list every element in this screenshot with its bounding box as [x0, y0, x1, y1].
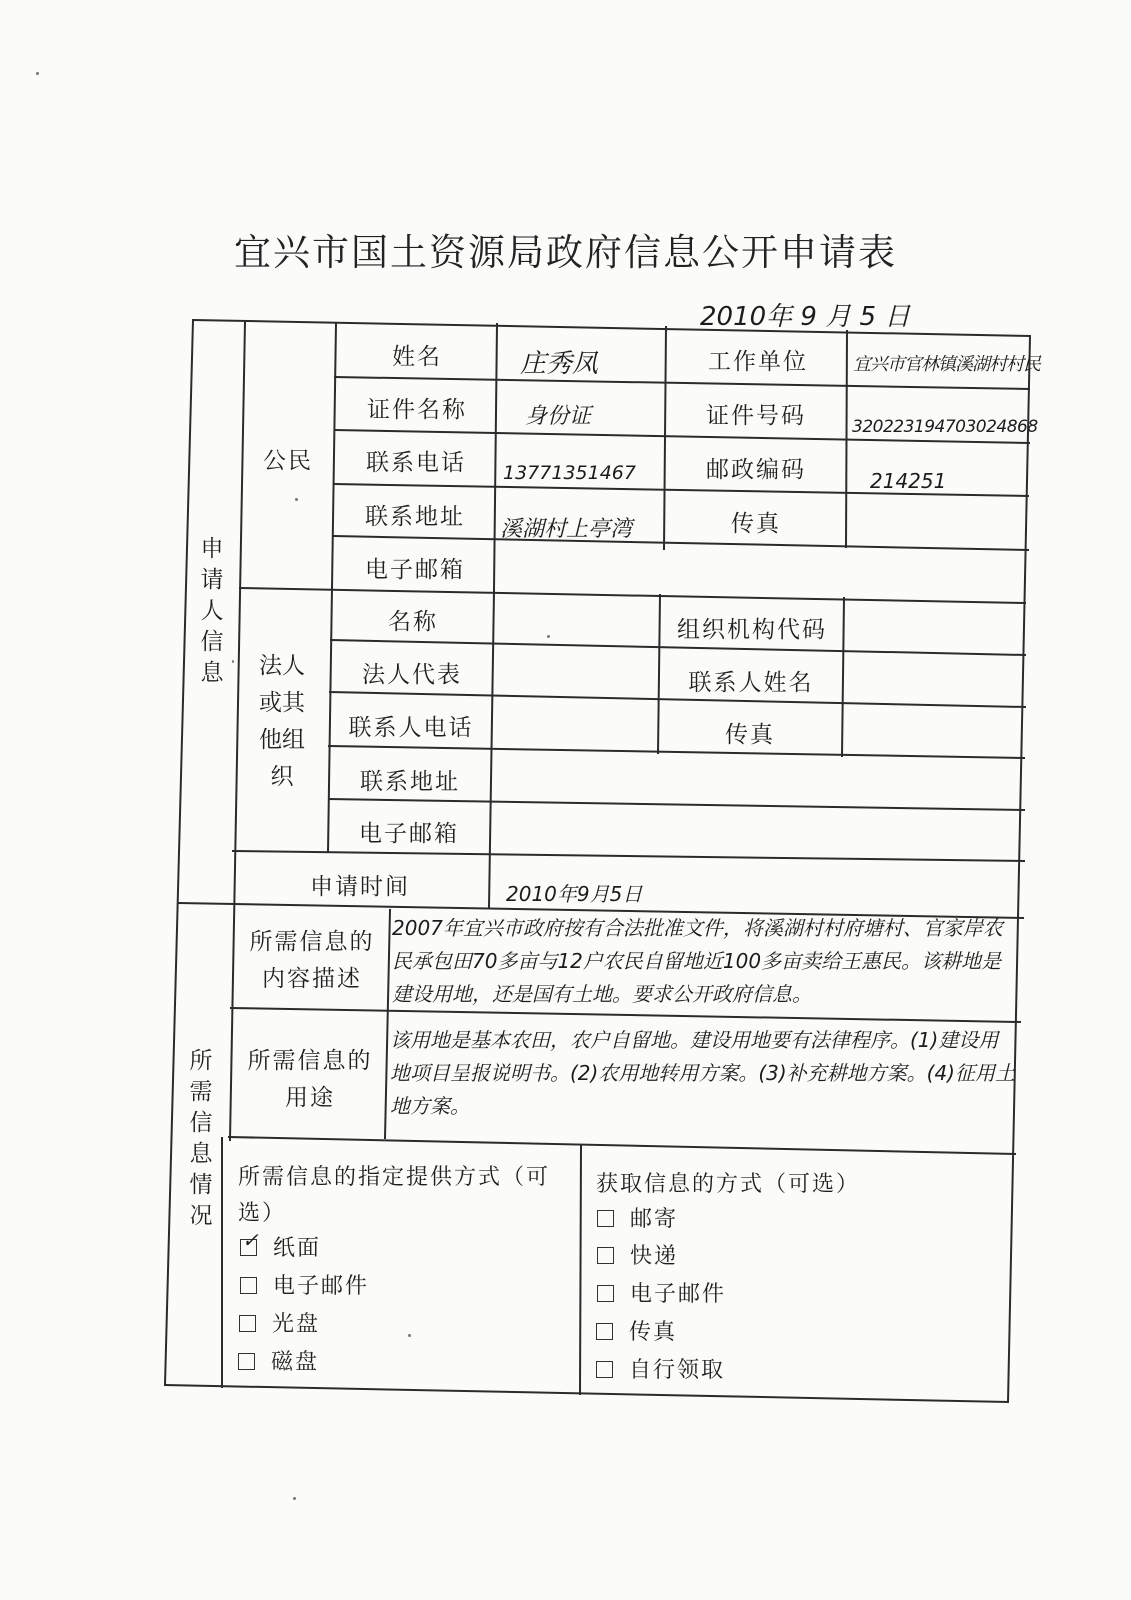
content-label: 所需信息的内容描述	[249, 929, 375, 992]
org-fax-label: 传真	[725, 722, 775, 748]
scan-speck	[232, 660, 234, 663]
obtain-option-pickup[interactable]	[596, 1353, 725, 1384]
checkbox[interactable]	[597, 1247, 614, 1264]
scan-speck	[408, 1334, 411, 1337]
option-label: 邮寄	[630, 1207, 679, 1232]
checkbox[interactable]	[596, 1361, 613, 1378]
checkbox[interactable]	[597, 1285, 614, 1302]
citizen-name-value: 庄秀凤	[520, 349, 599, 379]
citizen-id-number-label: 证件号码	[706, 403, 806, 429]
provide-option-disk[interactable]	[238, 1345, 319, 1376]
option-label: 自行领取	[629, 1358, 726, 1383]
apply-time-value: 2010年9月5日	[506, 882, 643, 906]
checkbox[interactable]	[238, 1353, 255, 1370]
form-date: 2010年 9 月 5 日	[700, 302, 911, 332]
option-label: 纸面	[273, 1236, 322, 1261]
org-group-label: 法人或其他组织	[259, 653, 305, 790]
option-label: 光盘	[272, 1312, 321, 1337]
org-legal-rep-label: 法人代表	[362, 662, 462, 688]
apply-time-label: 申请时间	[310, 874, 410, 900]
provide-option-paper[interactable]	[240, 1228, 322, 1262]
applicant-section-label: 申请人信息	[200, 536, 224, 686]
info-section-label: 所需信息情况	[189, 1048, 213, 1229]
option-label: 快递	[630, 1244, 679, 1269]
checkbox[interactable]	[240, 1277, 257, 1294]
checkbox[interactable]	[240, 1228, 261, 1256]
scan-speck	[295, 498, 298, 501]
citizen-phone-value: 13771351467	[503, 462, 636, 484]
obtain-option-email[interactable]	[597, 1277, 726, 1308]
citizen-name-label: 姓名	[392, 344, 442, 370]
purpose-label: 所需信息的用途	[247, 1048, 373, 1111]
checkbox[interactable]	[597, 1210, 614, 1227]
content-value: 2007年宜兴市政府按有合法批准文件，将溪湖村村府塘村、官家岸农民承包田70多亩与12户农民自留地近100多亩卖给王惠民。该耕地是建设用地，还是国有土地。要求公开政府信息。	[392, 916, 1003, 1006]
citizen-postcode-label: 邮政编码	[706, 457, 806, 483]
obtain-option-fax[interactable]	[596, 1315, 677, 1346]
option-label: 电子邮件	[630, 1282, 727, 1307]
org-code-label: 组织机构代码	[677, 617, 827, 643]
checkbox[interactable]	[596, 1323, 613, 1340]
obtain-method-label: 获取信息的方式（可选）	[596, 1172, 861, 1197]
citizen-workplace-label: 工作单位	[708, 349, 808, 375]
citizen-workplace-value: 宜兴市官林镇溪湖村村民	[853, 354, 1040, 375]
org-contact-phone-label: 联系人电话	[348, 715, 474, 741]
citizen-group-label: 公民	[263, 448, 313, 474]
org-name-label: 名称	[388, 609, 438, 635]
citizen-address-value: 溪湖村上亭湾	[500, 517, 633, 542]
org-email-label: 电子邮箱	[359, 821, 459, 847]
provide-method-label: 所需信息的指定提供方式（可选）	[238, 1165, 551, 1226]
org-address-label: 联系地址	[360, 769, 460, 795]
citizen-id-number-value: 320223194703024868	[852, 417, 1038, 437]
provide-option-cd[interactable]	[239, 1307, 320, 1338]
option-label: 传真	[629, 1320, 678, 1345]
citizen-phone-label: 联系电话	[366, 450, 466, 476]
purpose-value: 该用地是基本农田，农户自留地。建设用地要有法律程序。(1)建设用地项目呈报说明书。(2)农用地转用方案。(3)补充耕地方案。(4)征用土地方案。	[390, 1028, 1015, 1118]
form-title: 宜兴市国土资源局政府信息公开申请表	[234, 231, 897, 274]
obtain-option-express[interactable]	[597, 1239, 678, 1270]
citizen-id-type-value: 身份证	[525, 404, 592, 429]
org-contact-name-label: 联系人姓名	[688, 670, 814, 696]
citizen-email-label: 电子邮箱	[365, 557, 465, 583]
option-label: 电子邮件	[273, 1274, 370, 1299]
citizen-id-type-label: 证件名称	[367, 397, 467, 423]
scan-speck	[36, 72, 39, 75]
scan-speck	[547, 635, 550, 638]
provide-option-email[interactable]	[240, 1269, 369, 1300]
citizen-fax-label: 传真	[731, 511, 781, 537]
scan-speck	[293, 1497, 296, 1500]
citizen-postcode-value: 214251	[870, 469, 947, 493]
option-label: 磁盘	[271, 1350, 320, 1375]
citizen-address-label: 联系地址	[365, 504, 465, 530]
check-mark-icon: ✓	[242, 1228, 261, 1252]
checkbox[interactable]	[239, 1315, 256, 1332]
obtain-option-mail[interactable]	[597, 1202, 678, 1233]
